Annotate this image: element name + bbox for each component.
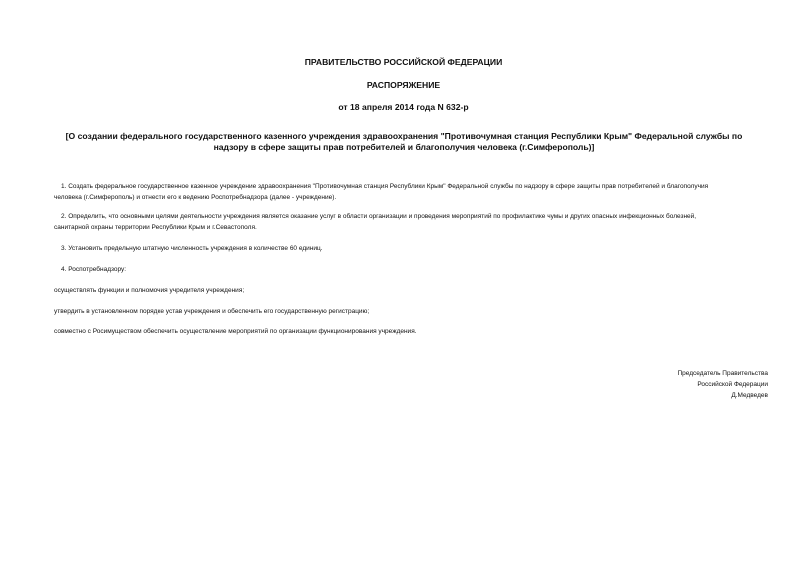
paragraph-4 xyxy=(54,264,770,275)
paragraph-3 xyxy=(54,243,770,254)
paragraph-3-text: 3. Установить предельную штатную численность учреждения в количестве 60 единиц. xyxy=(61,245,323,252)
signature-block xyxy=(568,368,768,401)
document-type-heading: РАСПОРЯЖЕНИЕ xyxy=(366,80,441,90)
paragraph-4b xyxy=(54,306,770,317)
signature-line1: Председатель Правительства xyxy=(677,370,768,377)
paragraph-4a xyxy=(54,285,770,296)
paragraph-2-line1: 2. Определить, что основными целями деятельности учреждения является оказание услуг в области организации и проведения мероприятий по профилактике чумы и других опасных инфекционных болезней, xyxy=(61,213,697,220)
paragraph-4b-text: утвердить в установленном порядке устав учреждения и обеспечить его государственную регистрацию; xyxy=(54,308,370,315)
document-title-line2: надзору в сфере защиты прав потребителей и благополучия человека (г.Симферополь)] xyxy=(213,142,595,152)
paragraph-4c-text: совместно с Росимуществом обеспечить осуществление мероприятий по организации функционирования учреждения. xyxy=(54,328,417,335)
paragraph-4-text: 4. Роспотребнадзору: xyxy=(61,266,127,273)
government-heading: ПРАВИТЕЛЬСТВО РОССИЙСКОЙ ФЕДЕРАЦИИ xyxy=(304,57,503,67)
paragraph-1-line1: 1. Создать федеральное государственное казенное учреждение здравоохранения "Противочумная станция Республики Крым" Федеральной службы по надзору в сфере защиты прав потребителей и благополучия xyxy=(61,183,709,190)
paragraph-2-line2: санитарной охраны территории Республики Крым и г.Севастополя. xyxy=(54,224,257,231)
paragraph-4a-text: осуществлять функции и полномочия учредителя учреждения; xyxy=(54,287,245,294)
paragraph-2 xyxy=(54,211,770,233)
document-title-line1: [О создании федерального государственного казенного учреждения здравоохранения "Противочумная станция Республики Крым" Федеральной службы по xyxy=(65,131,743,141)
paragraph-1 xyxy=(54,181,770,203)
date-number-heading: от 18 апреля 2014 года N 632-р xyxy=(338,102,469,112)
document-title xyxy=(40,131,768,153)
signature-line2: Российской Федерации xyxy=(697,381,768,388)
paragraph-1-line2: человека (г.Симферополь) и отнести его к ведению Роспотребнадзора (далее - учреждение). xyxy=(54,194,337,201)
paragraph-4c xyxy=(54,326,770,337)
signature-name: Д.Медведев xyxy=(731,392,768,399)
